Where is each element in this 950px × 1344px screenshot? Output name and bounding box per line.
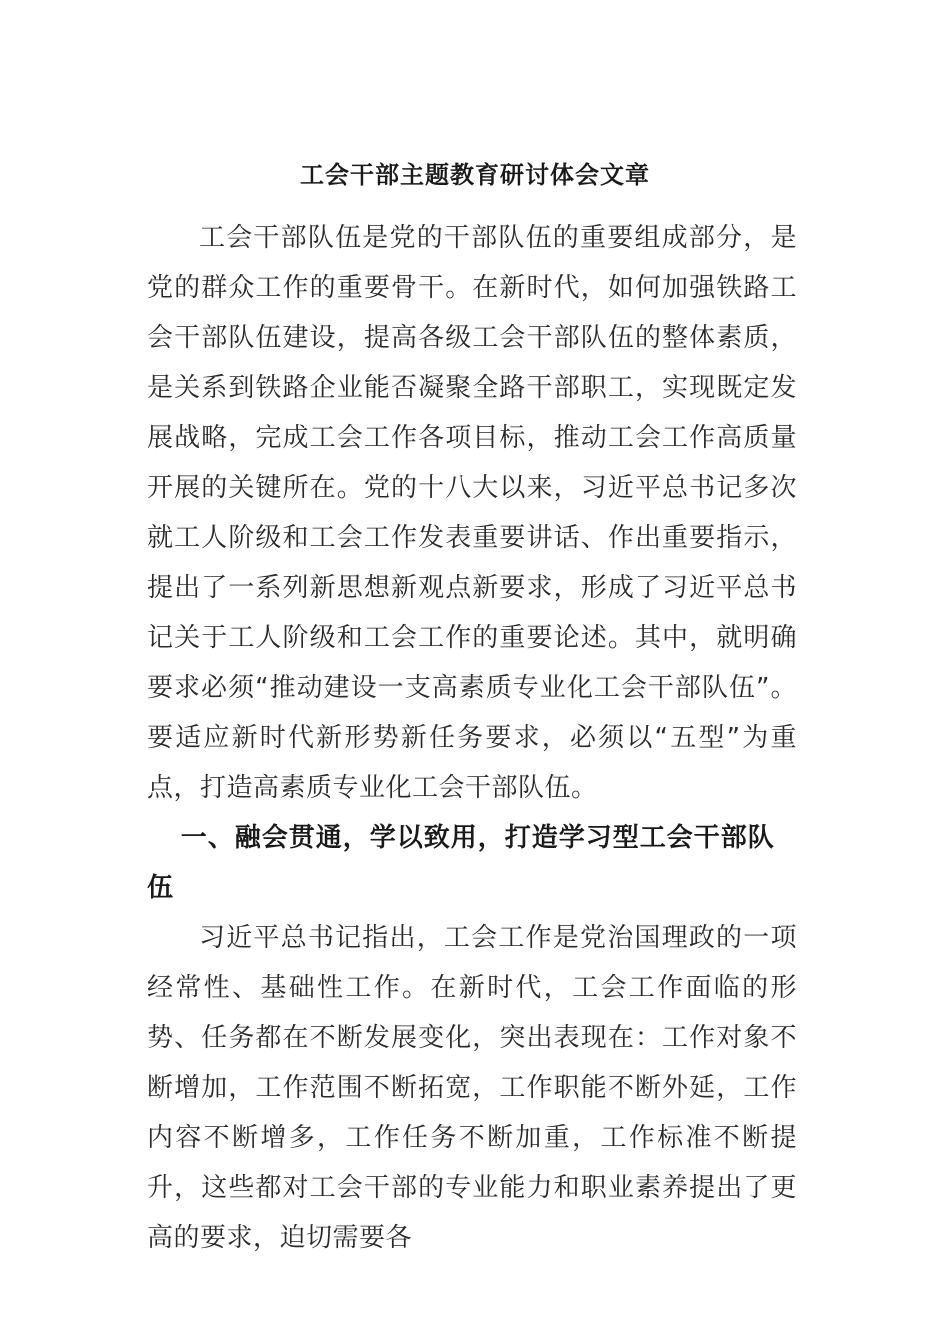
document-body [147,213,797,1263]
document-title: 工会干部主题教育研讨体会文章 [300,160,650,189]
section-heading-1: 一、融会贯通，学以致用，打造学习型工会干部队伍 [147,823,775,903]
section-paragraph-1: 习近平总书记指出，工会工作是党治国理政的一项经常性、基础性工作。在新时代，工会工作面临的形势、任务都在不断发展变化，突出表现在：工作对象不断增加，工作范围不断拓宽，工作职能不断外延，工作内容不断增多，工作任务不断加重，工作标准不断提升，这些都对工会干部的专业能力和职业素养提出了更高的要求，迫切需要各 [147,923,797,1253]
intro-paragraph: 工会干部队伍是党的干部队伍的重要组成部分，是党的群众工作的重要骨干。在新时代，如何加强铁路工会干部队伍建设，提高各级工会干部队伍的整体素质，是关系到铁路企业能否凝聚全路干部职工，实现既定发展战略，完成工会工作各项目标，推动工会工作高质量开展的关键所在。党的十八大以来，习近平总书记多次就工人阶级和工会工作发表重要讲话、作出重要指示，提出了一系列新思想新观点新要求，形成了习近平总书记关于工人阶级和工会工作的重要论述。其中，就明确要求必须“推动建设一支高素质专业化工会干部队伍”。要适应新时代新形势新任务要求，必须以“五型”为重点，打造高素质专业化工会干部队伍。 [147,223,797,803]
